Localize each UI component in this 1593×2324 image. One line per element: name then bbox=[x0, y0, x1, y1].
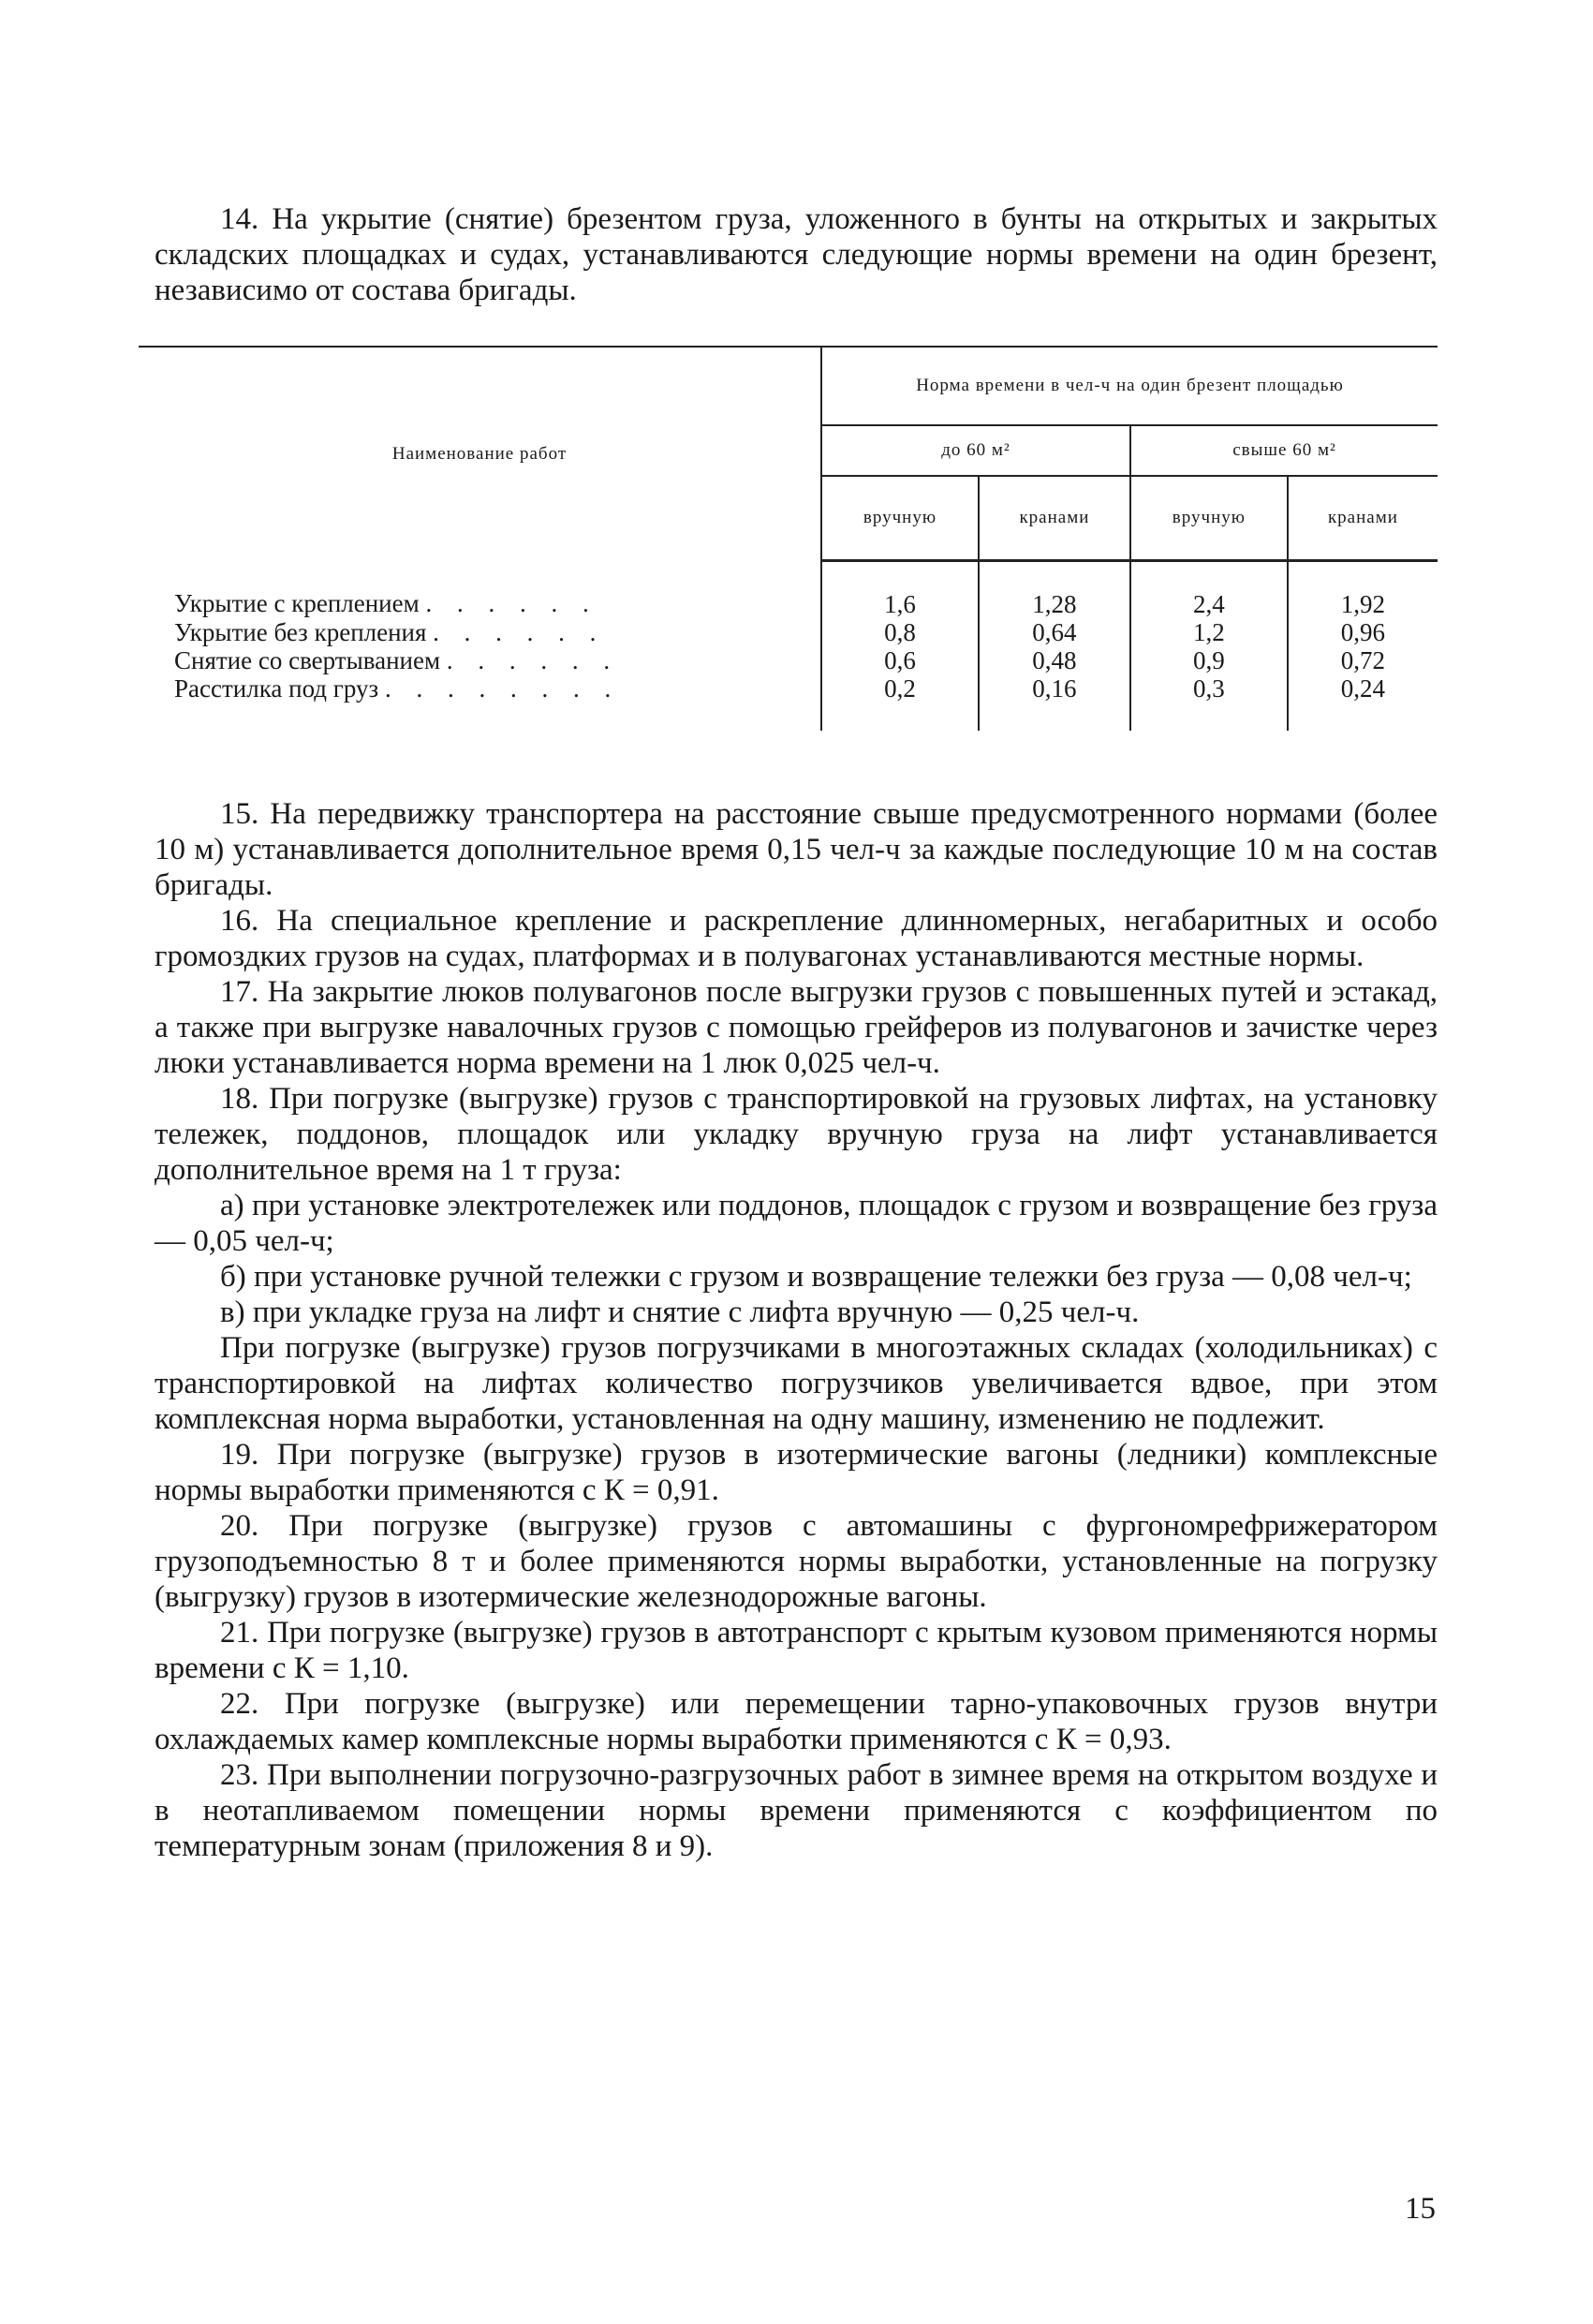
row-name: Снятие со свертыванием bbox=[174, 646, 441, 674]
document-page bbox=[155, 201, 1438, 1864]
paragraph-20: 20. При погрузке (выгрузке) грузов с автомашины с фургономрефрижератором грузоподъемностью 8 т и более применяются нормы выработки, установленные на погрузку (выгрузку) грузов в изотермические железнодорожные вагоны. bbox=[155, 1509, 1438, 1614]
leader-dots: . . . . . . bbox=[433, 618, 606, 646]
cell-value: 1,2 bbox=[1130, 618, 1288, 646]
cell-value: 0,3 bbox=[1130, 674, 1288, 731]
header-time-norm: Норма времени в чел-ч на один брезент площадью bbox=[821, 347, 1438, 425]
paragraph-14: 14. На укрытие (снятие) брезентом груза, уложенного в бунты на открытых и закрытых складских площадках и судах, устанавливаются следующие нормы времени на один брезент, независимо от состава бригады. bbox=[155, 202, 1438, 307]
row-name: Укрытие с креплением bbox=[174, 588, 420, 617]
paragraph-21: 21. При погрузке (выгрузке) грузов в автотранспорт с крытым кузовом применяются нормы времени с К = 1,10. bbox=[155, 1616, 1438, 1685]
header-manual-large: вручную bbox=[1130, 476, 1288, 561]
cell-value: 2,4 bbox=[1130, 561, 1288, 619]
cell-value: 0,16 bbox=[979, 674, 1130, 731]
leader-dots: . . . . . . bbox=[446, 646, 620, 674]
cell-value: 0,2 bbox=[821, 674, 979, 731]
header-cranes-large: кранами bbox=[1288, 476, 1438, 561]
header-area-large: свыше 60 м² bbox=[1130, 425, 1438, 476]
paragraph-18c: в) при укладке груза на лифт и снятие с лифта вручную — 0,25 чел-ч. bbox=[220, 1295, 1140, 1329]
cell-value: 0,48 bbox=[979, 646, 1130, 674]
cell-value: 1,92 bbox=[1340, 590, 1386, 618]
cell-value: 0,9 bbox=[1130, 646, 1288, 674]
paragraph-15: 15. На передвижку транспортера на расстояние свыше предусмотренного нормами (более 10 м) устанавливается дополнительное время 0,15 чел-ч за каждые последующие 10 м на состав бригады. bbox=[155, 797, 1438, 902]
cell-value: 0,24 bbox=[1340, 674, 1386, 703]
cell-value: 0,64 bbox=[979, 618, 1130, 646]
table-row bbox=[139, 646, 1438, 674]
cell-value: 0,6 bbox=[821, 646, 979, 674]
cell-value: 1,28 bbox=[979, 561, 1130, 619]
page-number: 15 bbox=[1405, 2192, 1436, 2226]
paragraph-23: 23. При выполнении погрузочно-разгрузочных работ в зимнее время на открытом воздухе и в неотапливаемом помещении нормы времени применяются с коэффициентом по температурным зонам (приложения 8 и 9). bbox=[155, 1758, 1438, 1863]
row-name: Укрытие без крепления bbox=[174, 618, 427, 646]
cell-value: 0,96 bbox=[1340, 618, 1386, 646]
paragraph-18b: б) при установке ручной тележки с грузом и возвращение тележки без груза — 0,08 чел-ч; bbox=[220, 1260, 1412, 1294]
paragraph-18d: При погрузке (выгрузке) грузов погрузчиками в многоэтажных складах (холодильниках) с транспортировкой на лифтах количество погрузчиков увеличивается вдвое, при этом комплексная норма выработки, установленная на одну машину, изменению не подлежит. bbox=[155, 1331, 1438, 1436]
table-row bbox=[139, 561, 1438, 619]
time-norms-table bbox=[139, 346, 1438, 731]
paragraph-17: 17. На закрытие люков полувагонов после выгрузки грузов с повышенных путей и эстакад, а также при выгрузке навалочных грузов с помощью грейферов из полувагонов и зачистке через люки устанавливается норма времени на 1 люк 0,025 чел-ч. bbox=[155, 975, 1438, 1080]
row-name: Расстилка под груз bbox=[174, 674, 379, 703]
leader-dots: . . . . . . bbox=[425, 588, 598, 617]
table-row bbox=[139, 618, 1438, 646]
paragraph-18a: а) при установке электротележек или поддонов, площадок с грузом и возвращение без груза — 0,05 чел-ч; bbox=[155, 1189, 1438, 1258]
header-cranes-small: кранами bbox=[979, 476, 1130, 561]
header-area-small: до 60 м² bbox=[821, 425, 1130, 476]
cell-value: 1,6 bbox=[821, 561, 979, 619]
paragraph-18: 18. При погрузке (выгрузке) грузов с транспортировкой на грузовых лифтах, на установку тележек, поддонов, площадок или укладку вручную груза на лифт устанавливается дополнительное время на 1 т груза: bbox=[155, 1082, 1438, 1187]
table-row bbox=[139, 674, 1438, 731]
paragraph-22: 22. При погрузке (выгрузке) или перемещении тарно-упаковочных грузов внутри охлаждаемых камер комплексные нормы выработки применяются с К = 0,93. bbox=[155, 1687, 1438, 1756]
leader-dots: . . . . . . . . bbox=[384, 674, 621, 703]
cell-value: 0,8 bbox=[821, 618, 979, 646]
header-manual-small: вручную bbox=[821, 476, 979, 561]
cell-value: 0,72 bbox=[1340, 646, 1386, 674]
header-work-name: Наименование работ bbox=[139, 347, 821, 561]
time-norms-table-wrap bbox=[139, 346, 1438, 731]
paragraph-19: 19. При погрузке (выгрузке) грузов в изотермические вагоны (ледники) комплексные нормы выработки применяются с К = 0,91. bbox=[155, 1438, 1438, 1507]
paragraph-16: 16. На специальное крепление и раскрепление длинномерных, негабаритных и особо громоздких грузов на судах, платформах и в полувагонах устанавливаются местные нормы. bbox=[155, 904, 1438, 973]
